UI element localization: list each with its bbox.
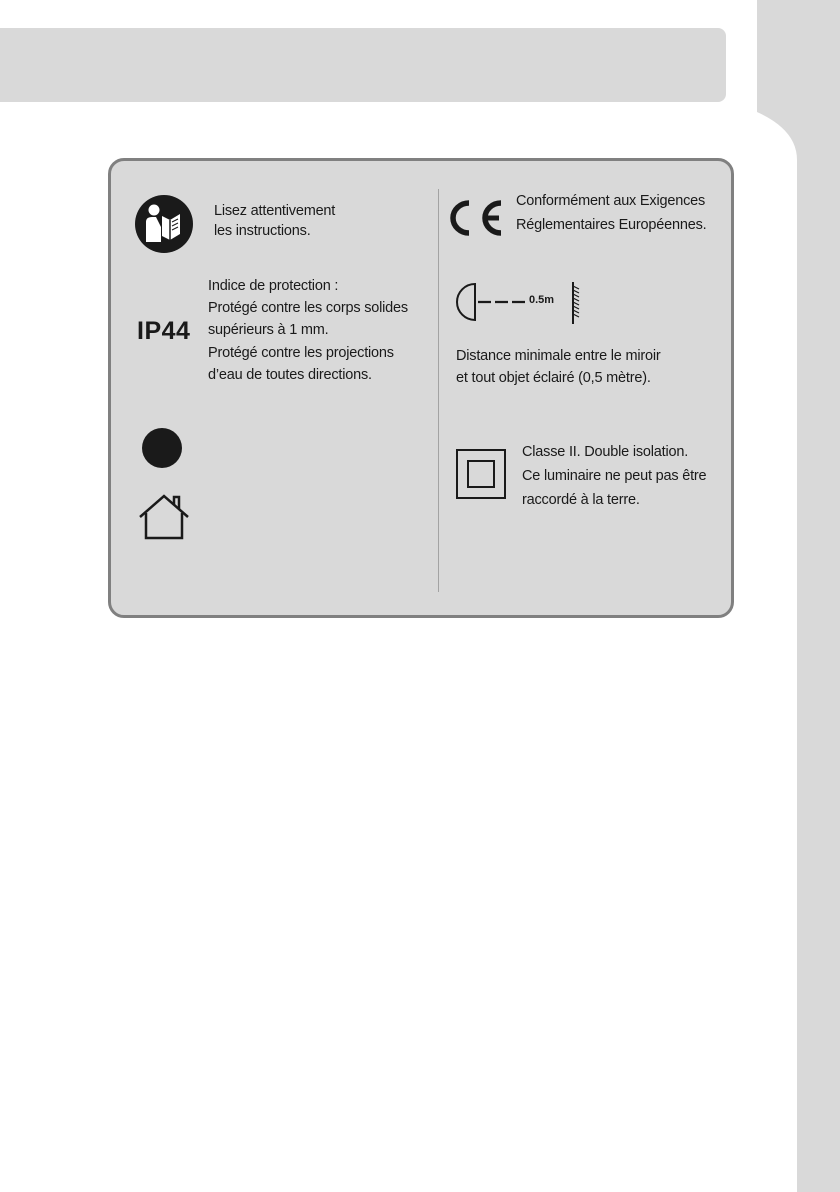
ip-rating-line3: supérieurs à 1 mm.	[208, 322, 329, 338]
min-distance-line2: et tout objet éclairé (0,5 mètre).	[456, 370, 651, 386]
indoor-use-house-icon	[137, 493, 191, 541]
min-distance-icon	[453, 280, 583, 326]
ip-rating-line1: Indice de protection :	[208, 278, 339, 294]
ce-line1: Conformément aux Exigences	[516, 193, 706, 209]
ip-rating-line2: Protégé contre les corps solides	[208, 300, 408, 316]
distance-label: 0.5m	[529, 294, 555, 306]
class-ii-line2: Ce luminaire ne peut pas être	[522, 468, 707, 484]
class-ii-double-insulation-icon	[455, 448, 509, 502]
ce-line2: Réglementaires Européennes.	[516, 217, 707, 233]
class-ii-line1: Classe II. Double isolation.	[522, 444, 689, 460]
class-ii-line3: raccordé à la terre.	[522, 492, 640, 508]
ip44-label: IP44	[137, 317, 191, 345]
ce-mark-icon	[446, 198, 506, 238]
header-bar	[0, 28, 726, 102]
read-manual-icon	[134, 194, 194, 254]
read-instructions-line1: Lisez attentivement	[214, 203, 336, 219]
symbols-panel	[108, 158, 734, 618]
side-tab	[757, 0, 840, 1192]
ip-rating-line5: d’eau de toutes directions.	[208, 367, 372, 383]
filled-circle-icon	[140, 426, 184, 470]
ip-rating-line4: Protégé contre les projections	[208, 345, 394, 361]
column-divider	[438, 189, 439, 592]
min-distance-line1: Distance minimale entre le miroir	[456, 348, 661, 364]
side-tab-shape	[757, 0, 840, 1192]
read-instructions-line2: les instructions.	[214, 223, 311, 239]
